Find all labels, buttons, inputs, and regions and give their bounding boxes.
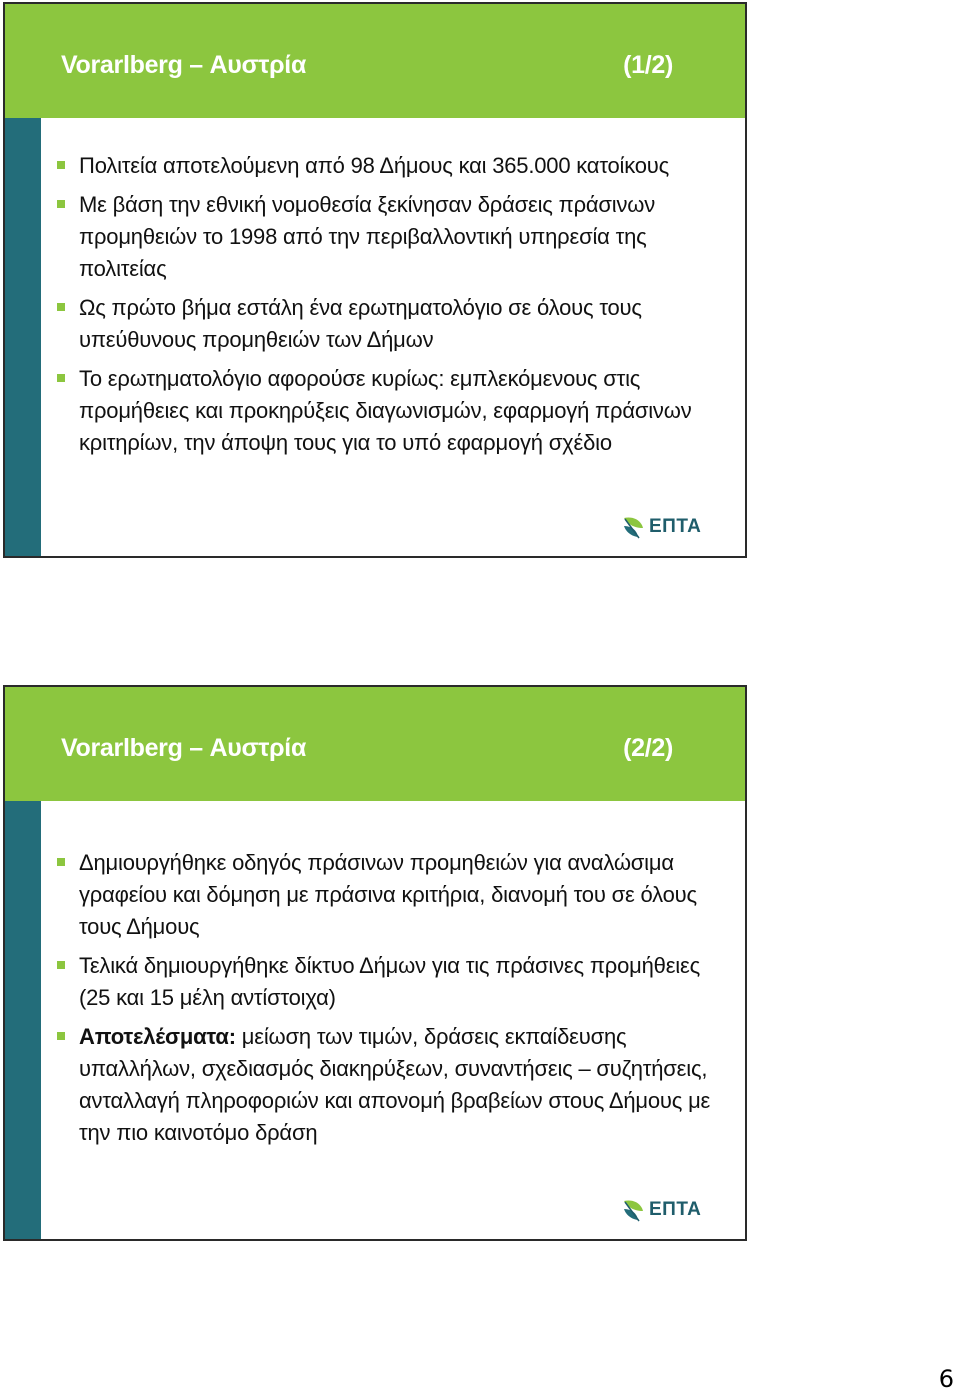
bullet-item: Το ερωτηματολόγιο αφορούσε κυρίως: εμπλεκόμενους στις προμήθειες και προκηρύξεις διαγωνισμών, εφαρμογή πράσινων κριτηρίων, την άποψη τους για το υπό εφαρμογή σχέδιο [57, 363, 731, 459]
slide-header [5, 687, 745, 801]
page-number: 6 [938, 1365, 954, 1393]
bullet-item: Πολιτεία αποτελούμενη από 98 Δήμους και 365.000 κατοίκους [57, 150, 731, 182]
epta-logo [621, 1197, 701, 1225]
bullet-list [57, 847, 731, 1149]
bullet-item [57, 1021, 731, 1149]
slide-content [57, 150, 731, 466]
bullet-square-icon [57, 200, 65, 208]
bullet-square-icon [57, 303, 65, 311]
epta-logo [621, 514, 701, 542]
bullet-square-icon [57, 1032, 65, 1040]
slide-sidebar [5, 801, 41, 1239]
bullet-square-icon [57, 858, 65, 866]
logo-text: ΕΠΤΑ [649, 1199, 702, 1220]
slide-sidebar [5, 118, 41, 556]
slide-title: Vorarlberg – Αυστρία [61, 734, 307, 762]
bullet-item: Τελικά δημιουργήθηκε δίκτυο Δήμων για τις πράσινες προμήθειες (25 και 15 μέλη αντίστοιχα) [57, 950, 731, 1014]
slide-page-indicator: (1/2) [623, 51, 673, 79]
bullet-item: Δημιουργήθηκε οδηγός πράσινων προμηθειών για αναλώσιμα γραφείου και δόμηση με πράσινα κριτήρια, διανομή του σε όλους τους Δήμους [57, 847, 731, 943]
slide-1 [3, 2, 747, 558]
bullet-square-icon [57, 161, 65, 169]
bullet-square-icon [57, 961, 65, 969]
bullet-square-icon [57, 374, 65, 382]
slide-header [5, 4, 745, 118]
epta-leaf-icon [621, 514, 649, 542]
bullet-list [57, 150, 731, 459]
slide-content [57, 847, 731, 1156]
slide-2 [3, 685, 747, 1241]
results-label: Αποτελέσματα: [79, 1024, 236, 1049]
logo-text: ΕΠΤΑ [649, 516, 702, 537]
results-text: μείωση των τιμών, δράσεις εκπαίδευσης υπαλλήλων, σχεδιασμός διακηρύξεων, συναντήσεις – συζητήσεις, ανταλλαγή πληροφοριών και απονομή βραβείων στους Δήμους με την πιο καινοτόμο δράση [79, 1024, 711, 1145]
bullet-item: Με βάση την εθνική νομοθεσία ξεκίνησαν δράσεις πράσινων προμηθειών το 1998 από την περιβαλλοντική υπηρεσία της πολιτείας [57, 189, 731, 285]
slide-page-indicator: (2/2) [623, 734, 673, 762]
slide-title: Vorarlberg – Αυστρία [61, 51, 307, 79]
bullet-item: Ως πρώτο βήμα εστάλη ένα ερωτηματολόγιο σε όλους τους υπεύθυνους προμηθειών των Δήμων [57, 292, 731, 356]
epta-leaf-icon [621, 1197, 649, 1225]
